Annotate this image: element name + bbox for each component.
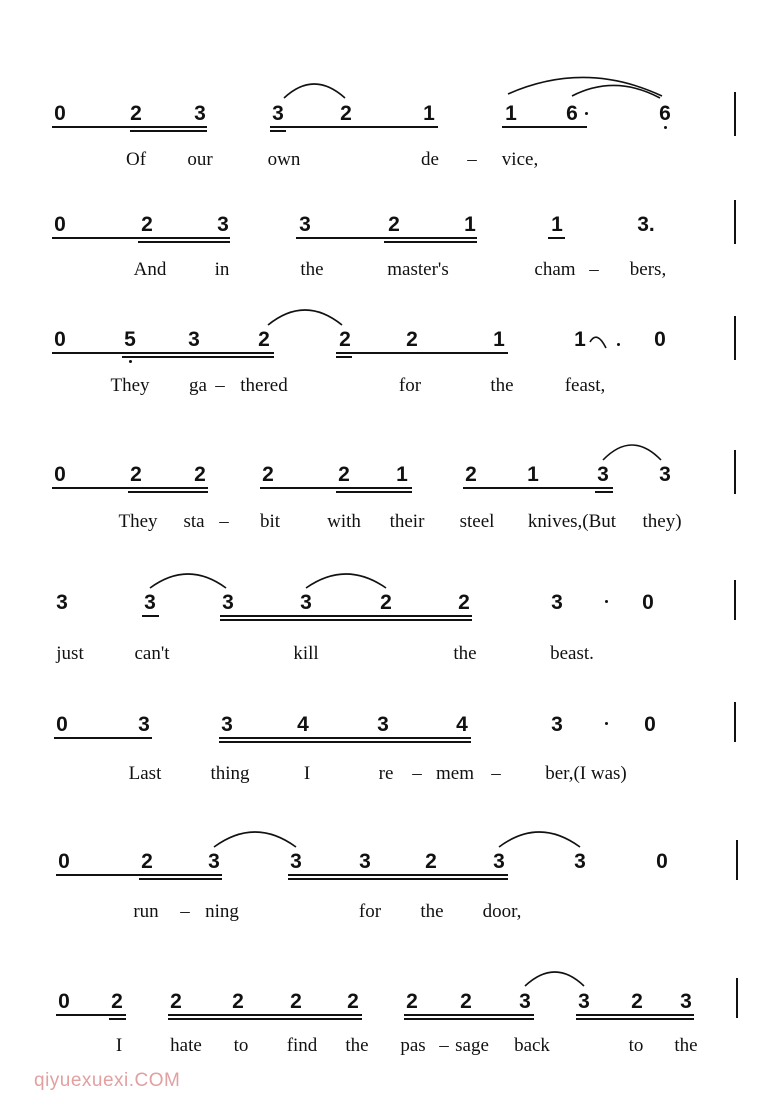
lyric: – (180, 901, 190, 922)
slur (590, 337, 606, 348)
slur (572, 85, 660, 98)
lyric: bit (259, 511, 281, 532)
note: 1 (464, 213, 476, 236)
underline (56, 1014, 126, 1016)
slur (214, 832, 296, 847)
bar-line (736, 840, 738, 880)
note: 2 (380, 591, 392, 614)
lyric: Last (128, 763, 162, 784)
underline (595, 491, 613, 493)
lyric: knives,(But (527, 511, 617, 532)
underline (54, 737, 152, 739)
note: 2 (111, 990, 123, 1013)
octave-dot (129, 360, 132, 363)
underline (404, 1018, 534, 1020)
note: 6 (566, 102, 578, 125)
note: 1 (505, 102, 517, 125)
lyric: sage (455, 1035, 489, 1056)
lyric: in (214, 259, 230, 280)
lyric: hate (170, 1035, 202, 1056)
note: 3 (188, 328, 200, 351)
note: 2 (339, 328, 351, 351)
lyric: own (267, 149, 301, 170)
note: 0 (54, 213, 66, 236)
lyric: thered (240, 375, 288, 396)
lyric: their (389, 511, 425, 532)
underline (109, 1018, 126, 1020)
underline (52, 237, 230, 239)
note: 2 (406, 328, 418, 351)
note: 2 (232, 990, 244, 1013)
lyric: can't (134, 643, 170, 664)
lyric: And (133, 259, 167, 280)
underline (220, 619, 472, 621)
note: 0 (644, 713, 656, 736)
bar-line (734, 450, 736, 494)
note: 3 (574, 850, 586, 873)
lyric: our (187, 149, 213, 170)
underline (548, 237, 565, 239)
note: 1 (551, 213, 563, 236)
note: 3 (138, 713, 150, 736)
lyric: they) (642, 511, 682, 532)
underline (139, 878, 222, 880)
watermark: qiyuexuexi.COM (34, 1070, 181, 1091)
note: 2 (388, 213, 400, 236)
underline (502, 126, 587, 128)
underline (270, 130, 286, 132)
underline (138, 241, 230, 243)
underline (270, 126, 438, 128)
slur (603, 445, 661, 460)
note: 3 (551, 591, 563, 614)
note: 2 (340, 102, 352, 125)
note: 0 (642, 591, 654, 614)
underline (384, 241, 477, 243)
note: 2 (170, 990, 182, 1013)
augmentation-dot (605, 600, 608, 603)
note: 2 (290, 990, 302, 1013)
note: 1 (574, 328, 586, 351)
note: 2 (458, 591, 470, 614)
note: 3 (194, 102, 206, 125)
note: 2 (258, 328, 270, 351)
lyric: sta (183, 511, 205, 532)
note: 1 (423, 102, 435, 125)
lyric: to (233, 1035, 249, 1056)
note: 3 (222, 591, 234, 614)
underline (168, 1018, 362, 1020)
lyric: – (412, 763, 422, 784)
underline (219, 741, 471, 743)
note: 3. (637, 213, 655, 236)
lyric: re (378, 763, 394, 784)
underline (56, 874, 222, 876)
underline (404, 1014, 534, 1016)
underline (128, 491, 208, 493)
lyric: beast. (550, 643, 594, 664)
slur (525, 972, 584, 986)
note: 3 (493, 850, 505, 873)
note: 3 (659, 463, 671, 486)
note: 3 (680, 990, 692, 1013)
slur (508, 77, 662, 96)
lyric: the (453, 643, 477, 664)
lyric: steel (459, 511, 495, 532)
underline (576, 1018, 694, 1020)
slur (150, 574, 226, 588)
lyric: door, (482, 901, 522, 922)
note: 4 (456, 713, 468, 736)
note: 1 (396, 463, 408, 486)
underline (260, 487, 412, 489)
lyric: the (300, 259, 324, 280)
underline (52, 487, 208, 489)
note: 0 (54, 328, 66, 351)
slur (284, 84, 345, 98)
lyric: – (589, 259, 599, 280)
octave-dot (664, 126, 667, 129)
bar-line (734, 200, 736, 244)
lyric: the (420, 901, 444, 922)
lyric: de (421, 149, 439, 170)
note: 2 (631, 990, 643, 1013)
lyric: pas (400, 1035, 426, 1056)
lyric: cham (534, 259, 576, 280)
note: 2 (465, 463, 477, 486)
lyric: the (490, 375, 514, 396)
underline (576, 1014, 694, 1016)
bar-line (734, 702, 736, 742)
lyric: bers, (629, 259, 667, 280)
lyric: – (215, 375, 225, 396)
note: 5 (124, 328, 136, 351)
lyric: mem (436, 763, 474, 784)
underline (122, 356, 274, 358)
lyric: for (358, 901, 382, 922)
note: 3 (221, 713, 233, 736)
lyric: – (219, 511, 229, 532)
slur (499, 832, 580, 847)
bar-line (734, 316, 736, 360)
augmentation-dot (605, 722, 608, 725)
lyric: vice, (501, 149, 539, 170)
note: 1 (493, 328, 505, 351)
note: 0 (58, 990, 70, 1013)
lyric: find (286, 1035, 318, 1056)
lyric: – (491, 763, 501, 784)
slur (306, 574, 386, 588)
lyric: to (628, 1035, 644, 1056)
note: 0 (56, 713, 68, 736)
lyric: run (133, 901, 159, 922)
lyric: I (115, 1035, 123, 1056)
lyric: They (118, 511, 158, 532)
underline (168, 1014, 362, 1016)
note: 0 (654, 328, 666, 351)
note: 3 (299, 213, 311, 236)
note: 3 (272, 102, 284, 125)
note: 6 (659, 102, 671, 125)
lyric: ning (205, 901, 239, 922)
lyric: back (514, 1035, 550, 1056)
note: 4 (297, 713, 309, 736)
note: 3 (208, 850, 220, 873)
note: 2 (141, 213, 153, 236)
lyric: just (56, 643, 84, 664)
lyric: They (110, 375, 150, 396)
underline (336, 352, 508, 354)
augmentation-dot (617, 343, 620, 346)
note: 3 (290, 850, 302, 873)
lyric: kill (293, 643, 319, 664)
underline (220, 615, 472, 617)
note: 3 (359, 850, 371, 873)
note: 2 (347, 990, 359, 1013)
augmentation-dot (585, 112, 588, 115)
note: 3 (217, 213, 229, 236)
note: 0 (54, 102, 66, 125)
underline (336, 356, 352, 358)
note: 2 (262, 463, 274, 486)
note: 3 (551, 713, 563, 736)
underline (52, 126, 207, 128)
note: 1 (527, 463, 539, 486)
underline (142, 615, 159, 617)
note: 2 (130, 463, 142, 486)
bar-line (734, 580, 736, 620)
note: 0 (58, 850, 70, 873)
note: 3 (144, 591, 156, 614)
lyric: thing (210, 763, 250, 784)
note: 2 (425, 850, 437, 873)
lyric: Of (125, 149, 147, 170)
note: 0 (54, 463, 66, 486)
lyric: ber,(I was) (545, 763, 627, 784)
note: 2 (194, 463, 206, 486)
lyric: the (345, 1035, 369, 1056)
underline (463, 487, 613, 489)
underline (288, 874, 508, 876)
underline (336, 491, 412, 493)
note: 3 (56, 591, 68, 614)
note: 3 (519, 990, 531, 1013)
underline (296, 237, 477, 239)
underline (52, 352, 274, 354)
underline (130, 130, 207, 132)
lyric: the (674, 1035, 698, 1056)
lyric: for (398, 375, 422, 396)
lyric: I (303, 763, 311, 784)
note: 3 (578, 990, 590, 1013)
bar-line (734, 92, 736, 136)
note: 3 (300, 591, 312, 614)
underline (288, 878, 508, 880)
note: 2 (406, 990, 418, 1013)
note: 2 (141, 850, 153, 873)
note: 2 (338, 463, 350, 486)
bar-line (736, 978, 738, 1018)
lyric: master's (387, 259, 449, 280)
underline (219, 737, 471, 739)
note: 2 (130, 102, 142, 125)
lyric: with (327, 511, 361, 532)
lyric: ga (189, 375, 207, 396)
note: 3 (597, 463, 609, 486)
note: 0 (656, 850, 668, 873)
lyric: feast, (564, 375, 606, 396)
note: 2 (460, 990, 472, 1013)
lyric: – (467, 149, 477, 170)
note: 3 (377, 713, 389, 736)
slur (268, 310, 342, 325)
lyric: – (439, 1035, 449, 1056)
